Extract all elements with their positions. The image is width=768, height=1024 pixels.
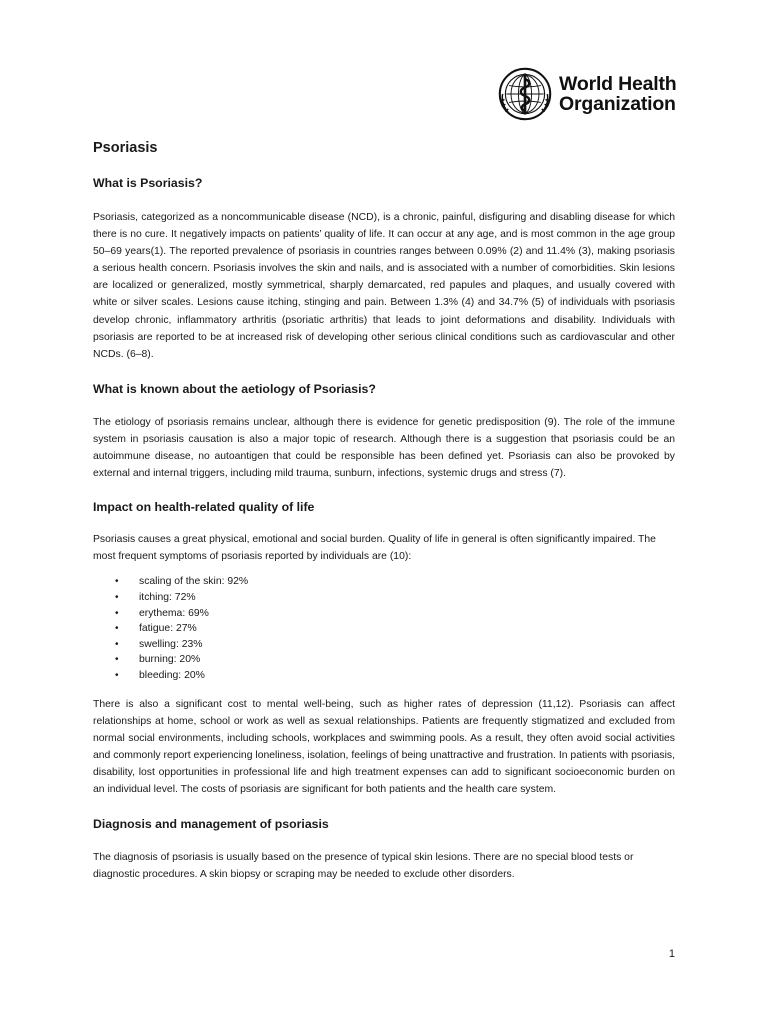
paragraph-what-is-psoriasis: Psoriasis, categorized as a noncommunicable disease (NCD), is a chronic, painful, disfiguring and disabling disease for which there is no cure. It negatively impacts on patients’ quality of life. It can occur at any age, and is most common in the age group 50–69 years(1). The reported prevalence of psoriasis in countries ranges between 0.09% (2) and 11.4% (3), making psoriasis a serious health concern. Psoriasis involves the skin and nails, and is associated with a number of comorbidities. Skin lesions are localized or generalized, mostly symmetrical, sharply demarcated, red papules and plaques, and usually covered with white or silver scales. Lesions cause itching, stinging and pain. Between 1.3% (4) and 34.7% (5) of individuals with psoriasis develop chronic, inflammatory arthritis (psoriatic arthritis) that leads to joint deformations and disability. Individuals with psoriasis are reported to be at increased risk of developing other serious clinical conditions such as cardiovascular and other NCDs. (6–8). (93, 212, 675, 360)
symptom-label: swelling: 23% (139, 638, 203, 650)
paragraph-quality-of-life-intro: Psoriasis causes a great physical, emotional and social burden. Quality of life in general is often significantly impaired. The most frequent symptoms of psoriasis reported by individuals are (10): (93, 534, 656, 563)
bullet-icon: • (115, 576, 119, 588)
bullet-icon: • (115, 638, 119, 650)
logo-line-1: World Health (559, 73, 677, 95)
bullet-icon: • (115, 592, 119, 603)
symptom-label: fatigue: 27% (139, 623, 197, 635)
section-heading-what-is-psoriasis: What is Psoriasis? (93, 176, 203, 190)
list-item (93, 606, 675, 622)
symptom-label: itching: 72% (139, 592, 196, 603)
who-logo-wordmark (559, 74, 677, 114)
section-heading-aetiology: What is known about the aetiology of Psoriasis? (93, 381, 376, 396)
symptom-label: erythema: 69% (139, 607, 209, 619)
section-heading-diagnosis: Diagnosis and management of psoriasis (93, 817, 329, 832)
symptom-label: scaling of the skin: 92% (139, 576, 249, 588)
symptom-list (93, 574, 675, 683)
list-item (93, 668, 675, 684)
bullet-icon: • (115, 654, 119, 666)
paragraph-diagnosis: The diagnosis of psoriasis is usually based on the presence of typical skin lesions. There are no special blood tests or diagnostic procedures. A skin biopsy or scraping may be needed to exclude other disorders. (93, 852, 634, 881)
bullet-icon: • (115, 623, 119, 635)
document-title: Psoriasis (93, 140, 158, 156)
document-body (93, 138, 675, 883)
bullet-icon: • (115, 669, 119, 681)
who-logo (497, 66, 677, 122)
list-item (93, 590, 675, 606)
paragraph-aetiology: The etiology of psoriasis remains unclear, although there is evidence for genetic predisposition (9). The role of the immune system in psoriasis causation is also a major topic of research. Although there is a suggestion that psoriasis could be an autoimmune disease, no autoantigen that could be responsible has been defined yet. Psoriasis can also be provoked by external and internal triggers, including mild trauma, sunburn, infections, systemic drugs and stress (7). (93, 416, 675, 480)
section-heading-quality-of-life: Impact on health-related quality of life (93, 500, 315, 515)
page-number: 1 (668, 948, 675, 960)
logo-line-2: Organization (559, 93, 676, 115)
who-emblem-icon (497, 66, 553, 122)
list-item (93, 637, 675, 653)
symptom-label: burning: 20% (139, 654, 201, 666)
symptom-label: bleeding: 20% (139, 669, 205, 681)
list-item (93, 621, 675, 637)
paragraph-mental-well-being: There is also a significant cost to mental well-being, such as higher rates of depression (11,12). Psoriasis can affect relationships at home, school or work as well as sexual relationships. Patients are frequently stigmatized and excluded from normal social environments, including schools, workplaces and swimming pools. As a result, they often avoid social activities and commonly report experiencing loneliness, isolation, feelings of being unattractive and frustration. In patients with psoriasis, disability, lost opportunities in professional life and high treatment expenses can add to significant socioeconomic burden on an individual level. The costs of psoriasis are significant for both patients and the health care system. (93, 698, 675, 796)
list-item (93, 574, 675, 590)
bullet-icon: • (115, 607, 119, 619)
list-item (93, 652, 675, 668)
